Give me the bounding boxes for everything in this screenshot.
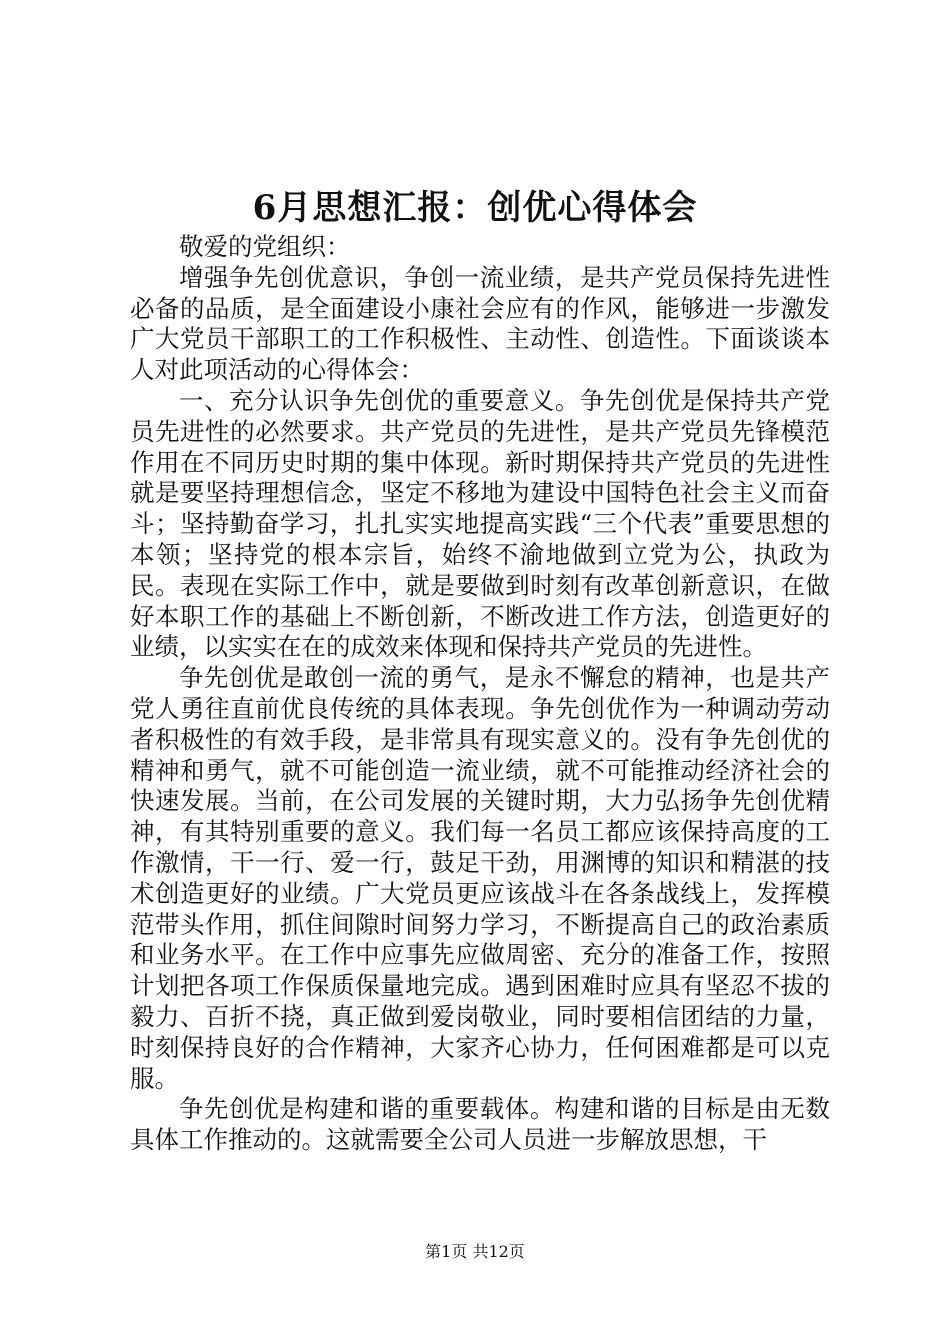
salutation: 敬爱的党组织： <box>179 232 351 261</box>
page-number-footer: 第1页 共12页 <box>425 1242 525 1261</box>
paragraph-intro: 增强争先创优意识，争创一流业绩，是共产党员保持先进性必备的品质，是全面建设小康社会应有的作风，能够进一步激发广大党员干部职工的工作积极性、主动性、创造性。下面谈谈本人对此项活动的心得体会： <box>130 262 830 385</box>
paragraph-harmony: 争先创优是构建和谐的重要载体。构建和谐的目标是由无数具体工作推动的。这就需要全公司人员进一步解放思想，干 <box>130 1094 830 1155</box>
paragraph-section-one: 一、充分认识争先创优的重要意义。争先创优是保持共产党员先进性的必然要求。共产党员的先进性，是共产党员先锋模范作用在不同历史时期的集中体现。新时期保持共产党员的先进性就是要坚持理想信念，坚定不移地为建设中国特色社会主义而奋斗；坚持勤奋学习，扎扎实实地提高实践“三个代表”重要思想的本领；坚持党的根本宗旨，始终不渝地做到立党为公，执政为民。表现在实际工作中，就是要做到时刻有改革创新意识，在做好本职工作的基础上不断创新，不断改进工作方法，创造更好的业绩，以实实在在的成效来体现和保持共产党员的先进性。 <box>130 385 830 662</box>
document-title: 6月思想汇报：创优心得体会 <box>252 188 698 228</box>
paragraph-spirit: 争先创优是敢创一流的勇气，是永不懈怠的精神，也是共产党人勇往直前优良传统的具体表现。争先创优作为一种调动劳动者积极性的有效手段，是非常具有现实意义的。没有争先创优的精神和勇气，就不可能创造一流业绩，就不可能推动经济社会的快速发展。当前，在公司发展的关键时期，大力弘扬争先创优精神，有其特别重要的意义。我们每一名员工都应该保持高度的工作激情，干一行、爱一行，鼓足干劲，用渊博的知识和精湛的技术创造更好的业绩。广大党员更应该战斗在各条战线上，发挥模范带头作用，抓住间隙时间努力学习，不断提高自己的政治素质和业务水平。在工作中应事先应做周密、充分的准备工作，按照计划把各项工作保质保量地完成。遇到困难时应具有坚忍不拔的毅力、百折不挠，真正做到爱岗敬业，同时要相信团结的力量，时刻保持良好的合作精神，大家齐心协力，任何困难都是可以克服。 <box>130 663 830 1093</box>
document-body <box>130 232 830 1156</box>
